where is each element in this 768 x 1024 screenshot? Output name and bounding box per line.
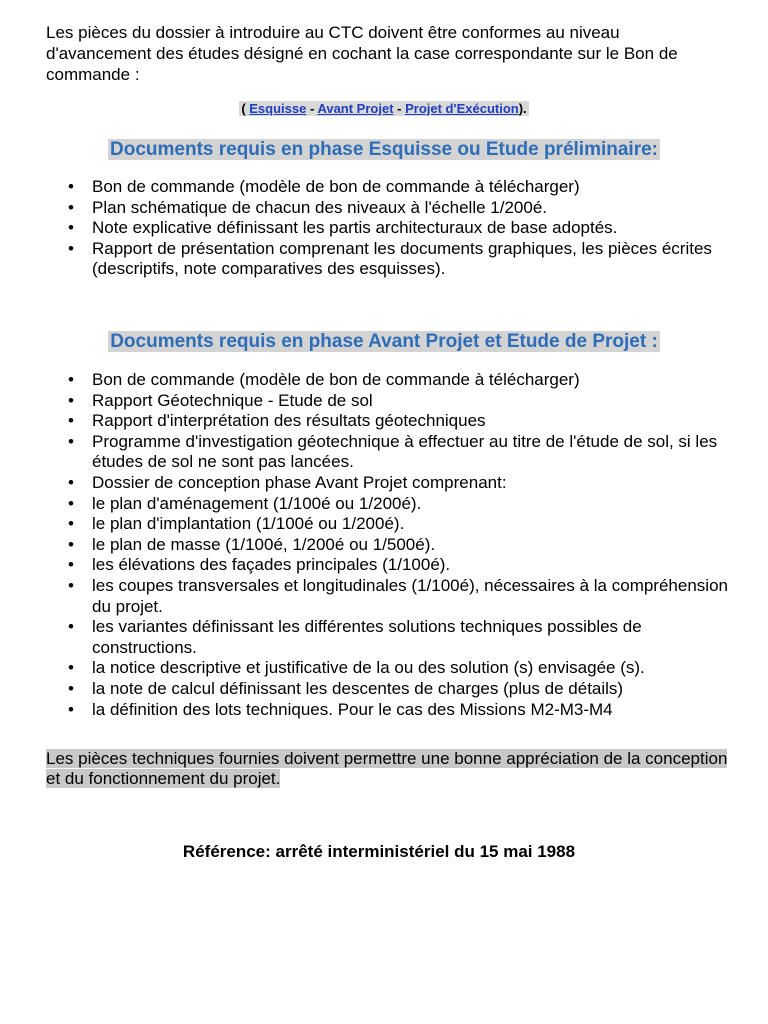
list-item: • la notice descriptive et justificative de la ou des solution (s) envisagée (s). [0,658,768,679]
list-item: • Programme d'investigation géotechnique à effectuer au titre de l'étude de sol, si les études de sol ne sont pas lancées. [0,432,768,473]
list-item: • Rapport de présentation comprenant les documents graphiques, les pièces écrites (descriptifs, note comparatives des esquisses). [0,239,768,280]
documents-list-avant-projet [0,370,768,720]
list-item: • les élévations des façades principales (1/100é). [0,555,768,576]
reference-line: Référence: arrêté interministériel du 15 mai 1988 [182,842,576,861]
section-heading-text: Documents requis en phase Esquisse ou Etude préliminaire: [110,139,658,160]
link-esquisse[interactable]: Esquisse [249,101,307,116]
list-item: • le plan de masse (1/100é, 1/200é ou 1/500é). [0,535,768,556]
list-item: • les variantes définissant les différentes solutions techniques possibles de constructions. [0,617,768,658]
link-avant-projet[interactable]: Avant Projet [317,101,394,116]
closing-highlight: Les pièces techniques fournies doivent permettre une bonne appréciation de la conception et du fonctionnement du projet. [46,749,728,788]
list-item: • Note explicative définissant les partis architecturaux de base adoptés. [0,218,768,239]
phase-links [0,100,768,118]
list-item: • Plan schématique de chacun des niveaux à l'échelle 1/200é. [0,198,768,219]
phase-links-box [239,101,528,116]
list-item: • la définition des lots techniques. Pour le cas des Missions M2-M3-M4 [0,700,768,721]
links-separator: - [393,101,406,116]
intro-paragraph: Les pièces du dossier à introduire au CTC doivent être conformes au niveau d'avancement des études désigné en cochant la case correspondante sur le Bon de commande : [46,23,678,84]
section-heading-esquisse [0,134,768,163]
list-item: • Rapport Géotechnique - Etude de sol [0,391,768,412]
list-item: • le plan d'aménagement (1/100é ou 1/200é). [0,494,768,515]
links-close: ). [518,101,527,116]
closing-paragraph [46,749,736,789]
list-item: • Bon de commande (modèle de bon de commande à télécharger) [0,370,768,391]
link-projet-execution[interactable]: Projet d'Exécution [405,101,519,116]
list-item: • Rapport d'interprétation des résultats géotechniques [0,411,768,432]
links-open: ( [241,101,250,116]
list-item: • les coupes transversales et longitudinales (1/100é), nécessaires à la compréhension du projet. [0,576,768,617]
list-item: • le plan d'implantation (1/100é ou 1/200é). [0,514,768,535]
section-heading-avant-projet [0,326,768,355]
list-item: • Dossier de conception phase Avant Projet comprenant: [0,473,768,494]
list-item: • la note de calcul définissant les descentes de charges (plus de détails) [0,679,768,700]
links-separator: - [306,101,318,116]
documents-list-esquisse [0,177,768,280]
section-heading-text: Documents requis en phase Avant Projet et Etude de Projet : [110,331,658,352]
list-item: • Bon de commande (modèle de bon de commande à télécharger) [0,177,768,198]
